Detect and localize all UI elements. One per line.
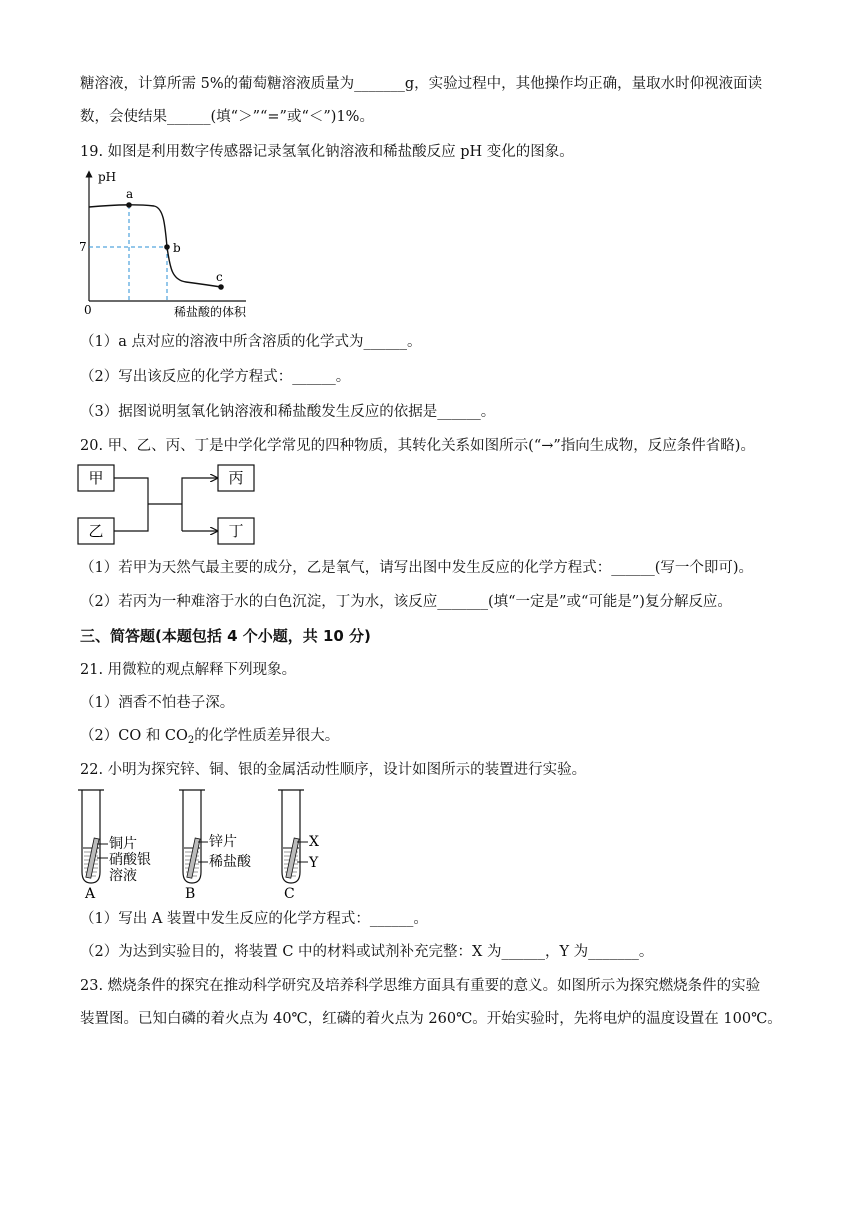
question-21-1: （1）酒香不怕巷子深。 [80, 695, 235, 711]
ph-curve [89, 205, 221, 287]
question-19: 19. 如图是利用数字传感器记录氢氧化钠溶液和稀盐酸反应 pH 变化的图象。 [80, 144, 574, 160]
point-c [218, 284, 224, 290]
question-23-line-2: 装置图。已知白磷的着火点为 40℃，红磷的着火点为 260℃。开始实验时，先将电炉的温度设置在 100℃。 [80, 1011, 782, 1027]
question-22-1: （1）写出 A 装置中发生反应的化学方程式：______。 [80, 911, 428, 927]
connector-left [114, 478, 148, 531]
tube-a-letter: A [85, 886, 96, 902]
question-19-3: （3）据图说明氢氧化钠溶液和稀盐酸发生反应的依据是______。 [80, 404, 496, 420]
question-20-1: （1）若甲为天然气最主要的成分，乙是氧气，请写出图中发生反应的化学方程式：______(写一个即可)。 [80, 560, 754, 576]
text-line: 数，会使结果______(填“＞”“=”或“＜”)1%。 [80, 109, 374, 125]
tube-b-label-2: 稀盐酸 [209, 854, 251, 870]
section-heading: 三、简答题(本题包括 4 个小题，共 10 分) [80, 627, 371, 645]
flow-diagram [76, 462, 261, 548]
question-19-1: （1）a 点对应的溶液中所含溶质的化学式为______。 [80, 334, 422, 350]
y-axis-label: pH [98, 170, 117, 184]
tick-7: 7 [79, 240, 87, 254]
tube-a-label-1: 铜片 [109, 836, 137, 852]
question-22: 22. 小明为探究锌、铜、银的金属活动性顺序，设计如图所示的装置进行实验。 [80, 762, 587, 778]
x-axis-label: 稀盐酸的体积 [174, 305, 247, 318]
label-b: b [173, 241, 181, 255]
label-yi: 乙 [88, 522, 104, 540]
label-a: a [126, 187, 134, 201]
question-21-2: （2）CO 和 $CO_2$的化学性质差异很大。 [80, 728, 340, 746]
tube-a [78, 790, 108, 883]
question-20-2: （2）若丙为一种难溶于水的白色沉淀，丁为水，该反应_______(填“一定是”或“可能是”)复分解反应。 [80, 594, 732, 610]
tube-a-label-3: 溶液 [109, 868, 137, 884]
text-line: 糖溶液，计算所需 5%的葡萄糖溶液质量为_______g，实验过程中，其他操作均正确，量取水时仰视液面读 [80, 76, 763, 92]
test-tubes-figure [76, 786, 336, 902]
tube-c [278, 790, 308, 883]
ph-graph [76, 168, 256, 318]
origin-label: 0 [84, 303, 92, 317]
label-jia: 甲 [88, 469, 104, 487]
tube-b [179, 790, 208, 883]
tube-a-label-2: 硝酸银 [109, 852, 151, 868]
label-c: c [216, 270, 223, 284]
tube-b-letter: B [185, 886, 196, 902]
arrow-to-bing [182, 478, 217, 531]
question-23-line-1: 23. 燃烧条件的探究在推动科学研究及培养科学思维方面具有重要的意义。如图所示为探究燃烧条件的实验 [80, 978, 761, 994]
question-19-2: （2）写出该反应的化学方程式：______。 [80, 369, 351, 385]
point-a [126, 202, 132, 208]
tube-c-label-x: X [309, 834, 319, 850]
tube-c-letter: C [284, 886, 295, 902]
point-b [164, 244, 170, 250]
question-22-2: （2）为达到实验目的，将装置 C 中的材料或试剂补充完整：X 为______，Y 为_______。 [80, 944, 654, 960]
question-20: 20. 甲、乙、丙、丁是中学化学常见的四种物质，其转化关系如图所示(“→”指向生成物，反应条件省略)。 [80, 438, 755, 454]
label-ding: 丁 [228, 522, 244, 540]
tube-c-label-y: Y [309, 855, 319, 871]
label-bing: 丙 [228, 469, 244, 487]
tube-b-label-1: 锌片 [209, 834, 237, 850]
question-21: 21. 用微粒的观点解释下列现象。 [80, 662, 297, 678]
